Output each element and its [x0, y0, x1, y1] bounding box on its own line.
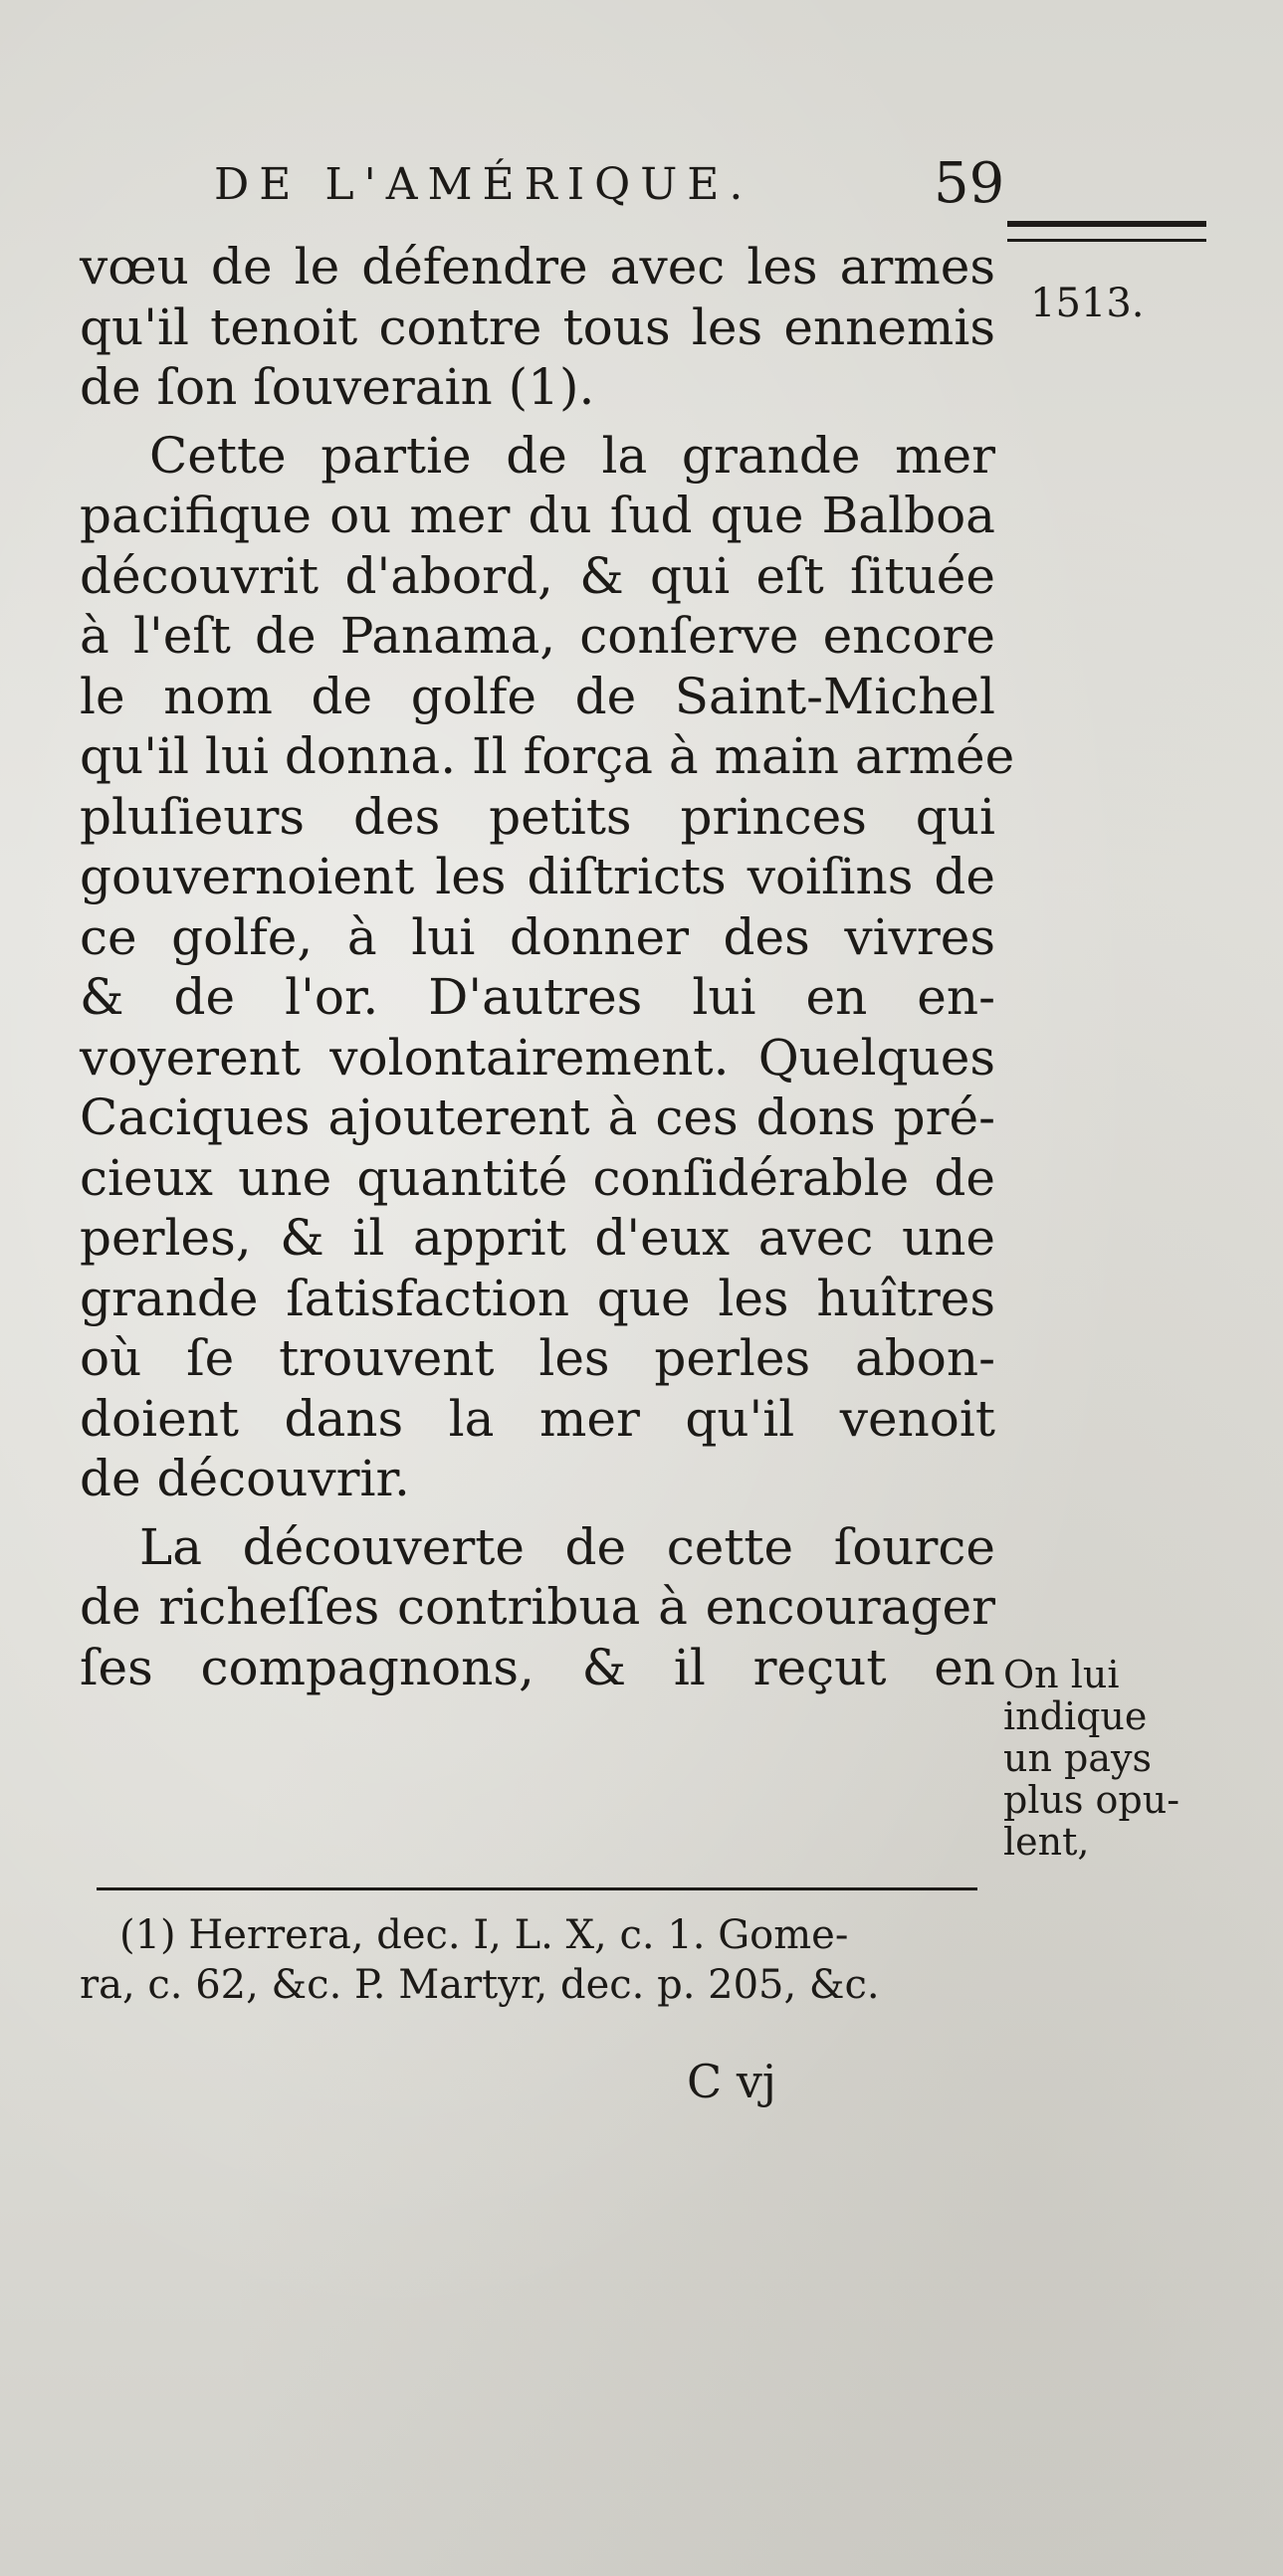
paragraph-1	[80, 237, 995, 418]
margin-year: 1513.	[1030, 281, 1145, 326]
margin-note-line: un pays	[1003, 1736, 1152, 1780]
text-line: cieux une quantité conſidérable de	[80, 1148, 995, 1207]
text-line: Cette partie de la grande mer	[149, 426, 995, 485]
text-line: de découvrir.	[80, 1450, 410, 1507]
main-text	[80, 237, 1015, 1697]
header-rule-thin	[1007, 239, 1206, 242]
text-line: de richeſſes contribua à encourager	[80, 1578, 995, 1636]
running-head: DE L'AMÉRIQUE.	[214, 159, 753, 210]
paragraph-2	[80, 426, 1015, 1509]
text-line: de ſon ſouverain (1).	[80, 358, 595, 416]
margin-note-line: On lui	[1003, 1653, 1120, 1696]
text-line: qu'il lui donna. Il força à main armée	[80, 727, 1015, 785]
signature-mark: C vj	[687, 2055, 777, 2108]
text-line: Caciques ajouterent à ces dons pré-	[80, 1089, 995, 1146]
text-line: qu'il tenoit contre tous les ennemis	[80, 297, 995, 356]
text-line: doient dans la mer qu'il venoit	[80, 1389, 995, 1448]
margin-note-line: lent,	[1003, 1820, 1090, 1864]
header-rule-thick	[1007, 221, 1206, 227]
text-line: où ſe trouvent les perles abon-	[80, 1329, 995, 1387]
paragraph-3	[80, 1517, 995, 1698]
footnote	[80, 1910, 1005, 2010]
text-line: découvrit d'abord, & qui eſt ſituée	[80, 546, 995, 605]
text-line: pacifique ou mer du ſud que Balboa	[80, 487, 995, 544]
text-line: à l'eſt de Panama, conſerve encore	[80, 607, 995, 665]
text-line: perles, & il apprit d'eux avec une	[80, 1209, 995, 1267]
footnote-line: ra, c. 62, &c. P. Martyr, dec. p. 205, &c.	[80, 1962, 880, 2008]
page-number: 59	[934, 151, 1005, 216]
text-line: & de l'or. D'autres lui en en-	[80, 968, 995, 1026]
text-line: le nom de golfe de Saint-Michel	[80, 667, 995, 725]
margin-note-line: plus opu-	[1003, 1778, 1180, 1822]
margin-note-line: indique	[1003, 1694, 1148, 1738]
text-line: La découverte de cette ſource	[139, 1517, 995, 1576]
text-line: vœu de le défendre avec les armes	[80, 238, 995, 296]
text-line: voyerent volontairement. Quelques	[80, 1028, 995, 1087]
text-line: pluſieurs des petits princes qui	[80, 787, 995, 846]
footnote-line: (1) Herrera, dec. I, L. X, c. 1. Gome-	[119, 1912, 849, 1958]
text-line: grande ſatisfaction que les huîtres	[80, 1269, 995, 1327]
margin-note	[1003, 1654, 1252, 1863]
text-line: gouvernoient les diſtricts voiſins de	[80, 848, 995, 905]
text-line: ce golfe, à lui donner des vivres	[80, 907, 995, 966]
text-line: ſes compagnons, & il reçut en	[80, 1638, 995, 1696]
footnote-rule	[97, 1887, 977, 1890]
